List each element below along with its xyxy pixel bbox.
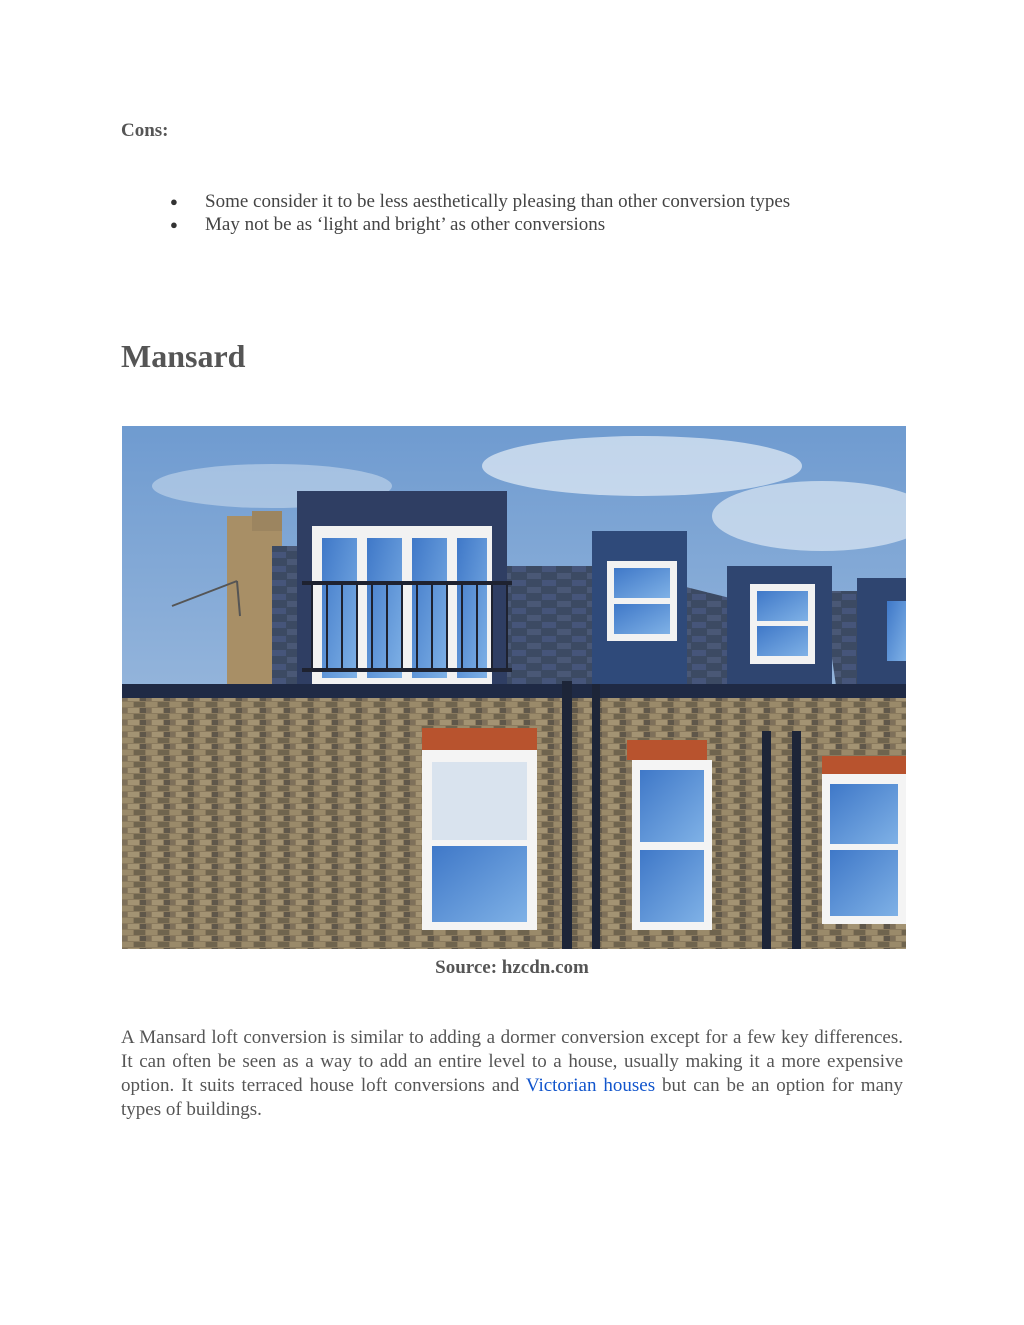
body-paragraph [121, 1026, 903, 1122]
mansard-house-photo [122, 426, 906, 949]
section-title: Mansard [121, 338, 246, 374]
bullet-icon: ● [170, 217, 178, 232]
list-item-text: May not be as ‘light and bright’ as other conversions [205, 214, 606, 235]
cons-list [170, 190, 790, 236]
paragraph-text: A Mansard loft conversion is similar to adding a dormer conversion except for a few key differences. It can often be seen as a way to add an entire level to a house, usually making it a more expensive option. It suits terraced house loft conversions and [121, 1027, 903, 1096]
cons-heading: Cons: [121, 120, 169, 141]
paragraph-text: but can be an option for many types of buildings. [121, 1075, 903, 1120]
victorian-houses-link[interactable]: Victorian houses [525, 1075, 656, 1096]
list-item [170, 190, 790, 213]
image-caption: Source: hzcdn.com [435, 957, 589, 978]
list-item-text: Some consider it to be less aesthetically pleasing than other conversion types [205, 191, 791, 212]
list-item [170, 213, 790, 236]
bullet-icon: ● [170, 194, 178, 209]
